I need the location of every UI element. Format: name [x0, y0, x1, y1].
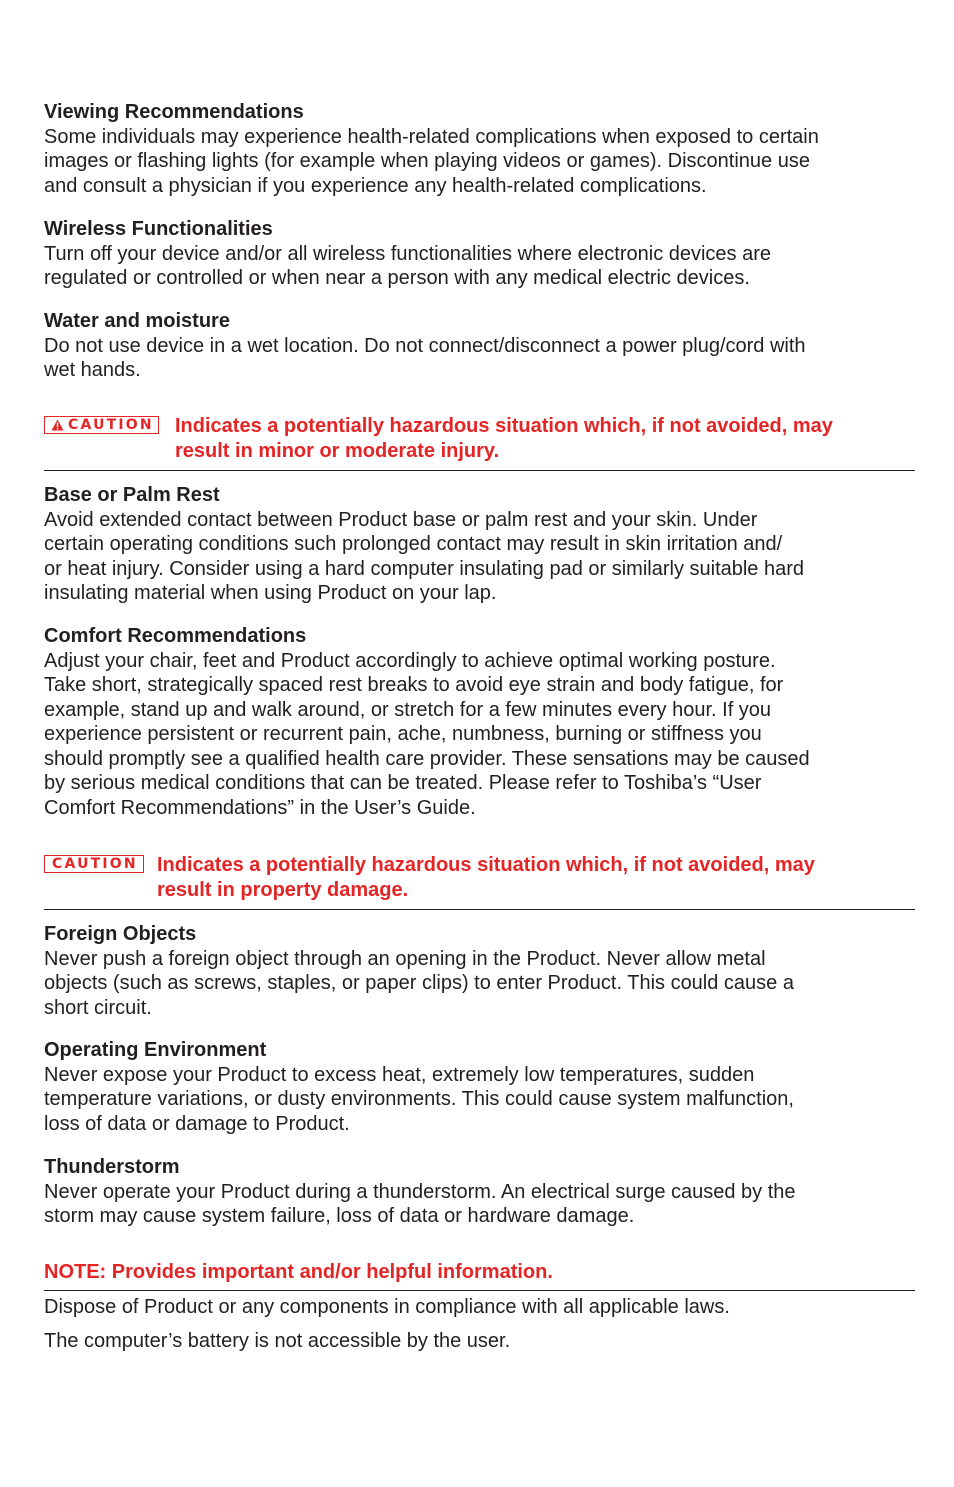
section-heading: Operating Environment [44, 1039, 267, 1061]
section-body: Never operate your Product during a thunderstorm. An electrical surge caused by the storm may cause system failure, loss of data or hardware damage. [44, 1180, 796, 1227]
section-body: Never push a foreign object through an opening in the Product. Never allow metal objects (such as screws, staples, or paper clips) to enter Product. This could cause a short circuit. [44, 947, 794, 1019]
divider [44, 1290, 915, 1291]
caution-badge-label: CAUTION [68, 417, 154, 433]
note-line: The computer’s battery is not accessible by the user. [44, 1330, 511, 1352]
section-heading: Foreign Objects [44, 923, 197, 945]
section-body: Avoid extended contact between Product base or palm rest and your skin. Under certain operating conditions such prolonged contact may result in skin irritation and/ or heat injury. Consider using a hard computer insulating pad or similarly suitable hard insulating material when using Product on your lap. [44, 508, 805, 604]
section-heading: Water and moisture [44, 310, 230, 332]
section-operating-environment [44, 1038, 916, 1136]
section-body: Never expose your Product to excess heat, extremely low temperatures, sudden temperature variations, or dusty environments. This could cause system malfunction, loss of data or damage to Product. [44, 1063, 794, 1135]
caution-badge [44, 855, 144, 873]
section-heading: Comfort Recommendations [44, 625, 307, 647]
section-heading: Base or Palm Rest [44, 484, 220, 506]
section-thunderstorm [44, 1155, 916, 1229]
section-viewing-recommendations [44, 100, 916, 198]
section-body: Some individuals may experience health-related complications when exposed to certain images or flashing lights (for example when playing videos or games). Discontinue use and consult a physician if you experience any health-related complications. [44, 125, 819, 197]
section-base-or-palm-rest [44, 483, 916, 606]
divider [44, 909, 915, 910]
section-water-and-moisture [44, 309, 916, 383]
caution-description: Indicates a potentially hazardous situation which, if not avoided, may result in minor or moderate injury. [175, 415, 833, 462]
caution-badge-label: CAUTION [52, 856, 138, 872]
caution-description: Indicates a potentially hazardous situation which, if not avoided, may result in property damage. [157, 854, 815, 901]
section-heading: Viewing Recommendations [44, 101, 304, 123]
section-comfort-recommendations [44, 624, 916, 820]
divider [44, 470, 915, 471]
section-heading: Thunderstorm [44, 1156, 180, 1178]
section-body: Do not use device in a wet location. Do not connect/disconnect a power plug/cord with wet hands. [44, 334, 806, 381]
section-heading: Wireless Functionalities [44, 218, 273, 240]
section-wireless-functionalities [44, 217, 916, 291]
warning-triangle-icon [51, 419, 64, 431]
note-line: Dispose of Product or any components in compliance with all applicable laws. [44, 1296, 730, 1318]
section-body: Turn off your device and/or all wireless functionalities where electronic devices are regulated or controlled or when near a person with any medical electric devices. [44, 242, 772, 289]
caution-badge [44, 416, 159, 434]
section-foreign-objects [44, 922, 916, 1020]
section-body: Adjust your chair, feet and Product accordingly to achieve optimal working posture. Take short, strategically spaced rest breaks to avoid eye strain and body fatigue, for example, stand up and walk around, or stretch for a few minutes every hour. If you experience persistent or recurrent pain, ache, numbness, burning or stiffness you should promptly see a qualified health care provider. These sensations may be caused by serious medical conditions that can be treated. Please refer to Toshiba’s “User Comfort Recommendations” in the User’s Guide. [44, 649, 810, 819]
note-label: NOTE: Provides important and/or helpful information. [44, 1261, 553, 1283]
